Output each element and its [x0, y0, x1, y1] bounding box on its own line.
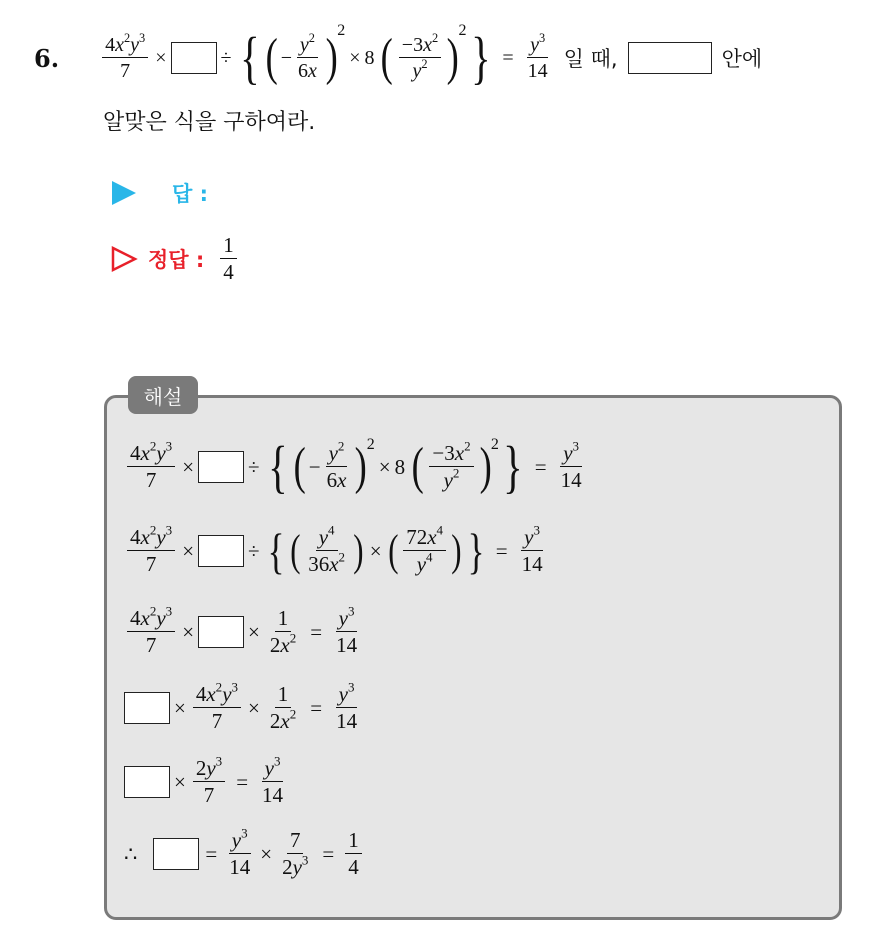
therefore-symbol: ∴ — [124, 841, 138, 866]
right-brace: } — [470, 25, 491, 90]
solution-step-2: $\frac{4x^2y^3}{7}$ × ÷ { ( $\frac{y^4}{36x^2}$ ) × ( $\frac{72x^4}{y^4}$ ) } = $\frac{y^3}{14}$ — [124, 516, 549, 586]
question-number: 6. — [34, 43, 60, 73]
blank-box — [124, 692, 170, 724]
times-sign: × — [155, 46, 167, 69]
answer-blank-box — [628, 42, 712, 74]
blank-box — [171, 42, 217, 74]
solution-step-6: ∴ = $\frac{y^3}{14}$ × $\frac{7}{2y^3}$ = $\frac{1}{4}$ — [124, 820, 365, 888]
question-line-2: 알맞은 식을 구하여라. — [103, 110, 316, 135]
correct-answer-fraction: $\frac{1}{4}$ — [220, 234, 237, 284]
divide-sign: ÷ — [220, 46, 232, 69]
fraction-4x2y3-over-7: $\frac{4x^2y^3}{7}$ — [102, 34, 148, 82]
fraction-y2-over-6x: $\frac{y^2}{6x}$ — [297, 31, 317, 82]
solution-step-3: $\frac{4x^2y^3}{7}$ × × $\frac{1}{2x^2}$ = $\frac{y^3}{14}$ — [124, 598, 363, 666]
equals-sign: = — [502, 46, 514, 69]
solution-step-4: × $\frac{4x^2y^3}{7}$ × $\frac{1}{2x^2}$ = $\frac{y^3}{14}$ — [124, 674, 363, 742]
fraction-neg3x2-over-y2: $\frac{-3x^2}{y^2}$ — [399, 34, 441, 82]
fraction-y3-over-14: $\frac{y^3}{14}$ — [527, 31, 548, 82]
solution-result-fraction: $\frac{1}{4}$ — [345, 829, 362, 879]
question-line-1: 6. $\frac{4x^2y^3}{7}$ × ÷ { ( − $\frac{y^2}{6x}$ ) 2 × 8 ( $\frac{-3x^2}{y^2}$ ) 2 } = $\frac{y^3}{14}$ 일 때, 안에 — [34, 22, 763, 90]
solution-tag: 해설 — [128, 376, 198, 414]
solution-step-5: × $\frac{2y^3}{7}$ = $\frac{y^3}{14}$ — [124, 748, 289, 816]
outline-arrow-icon — [110, 245, 138, 273]
question-tail: 안에 — [721, 47, 763, 71]
correct-answer-row — [110, 228, 240, 290]
blank-box — [198, 535, 244, 567]
left-brace: { — [239, 25, 260, 90]
blank-box — [153, 838, 199, 870]
answer-label: 답 : — [172, 182, 208, 206]
play-arrow-icon — [110, 179, 138, 207]
blank-box — [124, 766, 170, 798]
question-suffix: 일 때, — [563, 47, 618, 71]
blank-box — [198, 616, 244, 648]
correct-answer-label: 정답 : — [148, 248, 205, 272]
left-paren: ( — [265, 29, 279, 86]
coefficient-8: 8 — [364, 46, 375, 69]
right-paren: ) — [325, 29, 338, 86]
blank-box — [198, 451, 244, 483]
solution-step-1: $\frac{4x^2y^3}{7}$ × ÷ { ( − $\frac{y^2}{6x}$ ) 2 × 8 ( $\frac{-3x^2}{y^2}$ ) 2 } = $\frac{y^3}{14}$ — [124, 432, 588, 502]
answer-row — [110, 176, 218, 210]
